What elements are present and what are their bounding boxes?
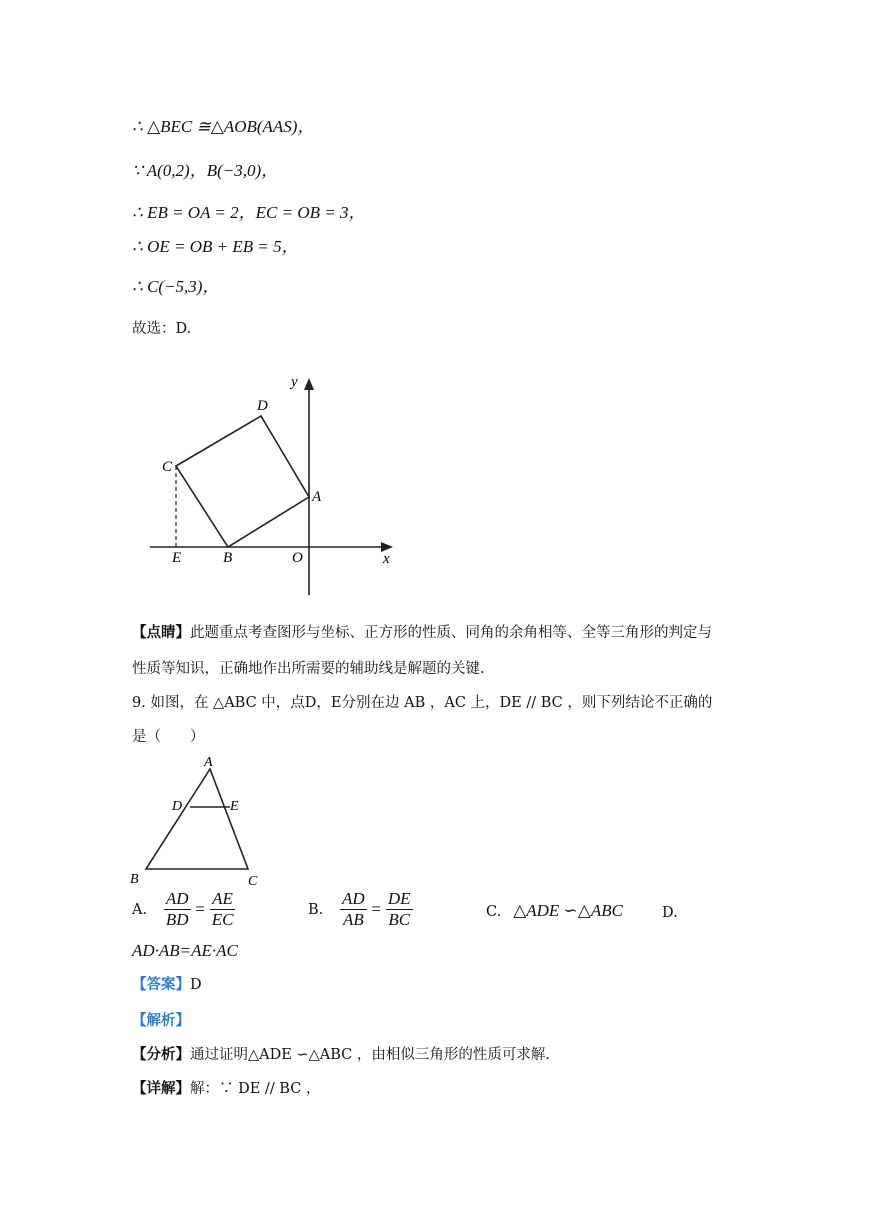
option-A-frac-1: $\frac{AD}{BD}$ bbox=[165, 889, 189, 929]
option-B-frac-1: $\frac{AD}{AB}$ bbox=[342, 889, 365, 929]
choice-line: 故选：D. bbox=[132, 321, 192, 337]
comment-line-2: 性质等知识，正确地作出所需要的辅助线是解题的关键. bbox=[132, 661, 485, 677]
solution-line-1: ∴ △BEC ≅△AOB(AAS)， bbox=[132, 117, 315, 136]
label-x: x bbox=[383, 551, 390, 567]
analysis-heading bbox=[132, 1010, 190, 1032]
solution-line-3: ∴ EB = OA = 2，EC = OB = 3， bbox=[132, 203, 366, 222]
answer-value: D bbox=[190, 977, 202, 993]
figure-triangle bbox=[128, 752, 268, 892]
analysis-text: 通过证明△ADE ∽△ABC ，由相似三角形的性质可求解. bbox=[190, 1047, 550, 1063]
option-A-label: A. bbox=[132, 901, 148, 918]
option-D-text: AD·AB=AE·AC bbox=[132, 941, 238, 960]
label-O: O bbox=[292, 550, 303, 566]
question-9-line-2: 是（ ） bbox=[132, 729, 205, 745]
answer-line bbox=[132, 974, 202, 996]
comment-text-1: 此题重点考查图形与坐标、正方形的性质、同角的余角相等、全等三角形的判定与 bbox=[190, 625, 712, 641]
detail-text: 解：∵ DE // BC ， bbox=[190, 1081, 321, 1097]
question-9-line-1: 9. 如图，在 △ABC 中，点D，E分别在边 AB ，AC 上，DE // BC ，则下列结论不正确的 bbox=[132, 695, 713, 711]
option-B-frac-2: $\frac{DE}{BC}$ bbox=[387, 889, 411, 929]
solution-line-4: ∴ OE = OB + EB = 5， bbox=[132, 237, 299, 256]
detail-line bbox=[132, 1078, 320, 1100]
option-C bbox=[486, 901, 623, 921]
tri-label-D: D bbox=[172, 799, 183, 814]
option-C-text: △ADE ∽△ABC bbox=[513, 901, 623, 920]
option-A: A. $\frac{AD}{BD}$ = $\frac{AE}{EC}$ bbox=[132, 889, 234, 929]
figure-square-coordinate bbox=[145, 370, 405, 600]
tri-label-C: C bbox=[248, 874, 258, 889]
answer-tag: 【答案】 bbox=[132, 976, 190, 993]
analysis-tag: 【解析】 bbox=[132, 1012, 190, 1029]
tri-label-A: A bbox=[204, 755, 213, 770]
option-A-frac-2: $\frac{AE}{EC}$ bbox=[211, 889, 234, 929]
label-E: E bbox=[172, 550, 182, 566]
comment-tag: 【点睛】 bbox=[132, 624, 190, 641]
analysis-line bbox=[132, 1044, 550, 1066]
option-B: B. $\frac{AD}{AB}$ = $\frac{DE}{BC}$ bbox=[308, 889, 411, 929]
label-C: C bbox=[162, 459, 173, 475]
option-D bbox=[662, 903, 678, 921]
detail-label: 【详解】 bbox=[132, 1080, 190, 1097]
comment-line-1 bbox=[132, 622, 712, 644]
label-A: A bbox=[312, 489, 322, 505]
option-C-label: C. bbox=[486, 904, 502, 920]
label-B: B bbox=[223, 550, 233, 566]
option-D-label: D. bbox=[662, 905, 678, 921]
option-B-label: B. bbox=[308, 901, 324, 918]
solution-line-5: ∴ C(−5,3)， bbox=[132, 277, 220, 296]
label-y: y bbox=[291, 374, 298, 390]
analysis-label: 【分析】 bbox=[132, 1046, 190, 1063]
solution-line-2: ∵ A(0,2)，B(−3,0)， bbox=[132, 161, 279, 180]
tri-label-E: E bbox=[230, 799, 239, 814]
tri-label-B: B bbox=[130, 872, 139, 887]
label-D: D bbox=[257, 398, 268, 414]
